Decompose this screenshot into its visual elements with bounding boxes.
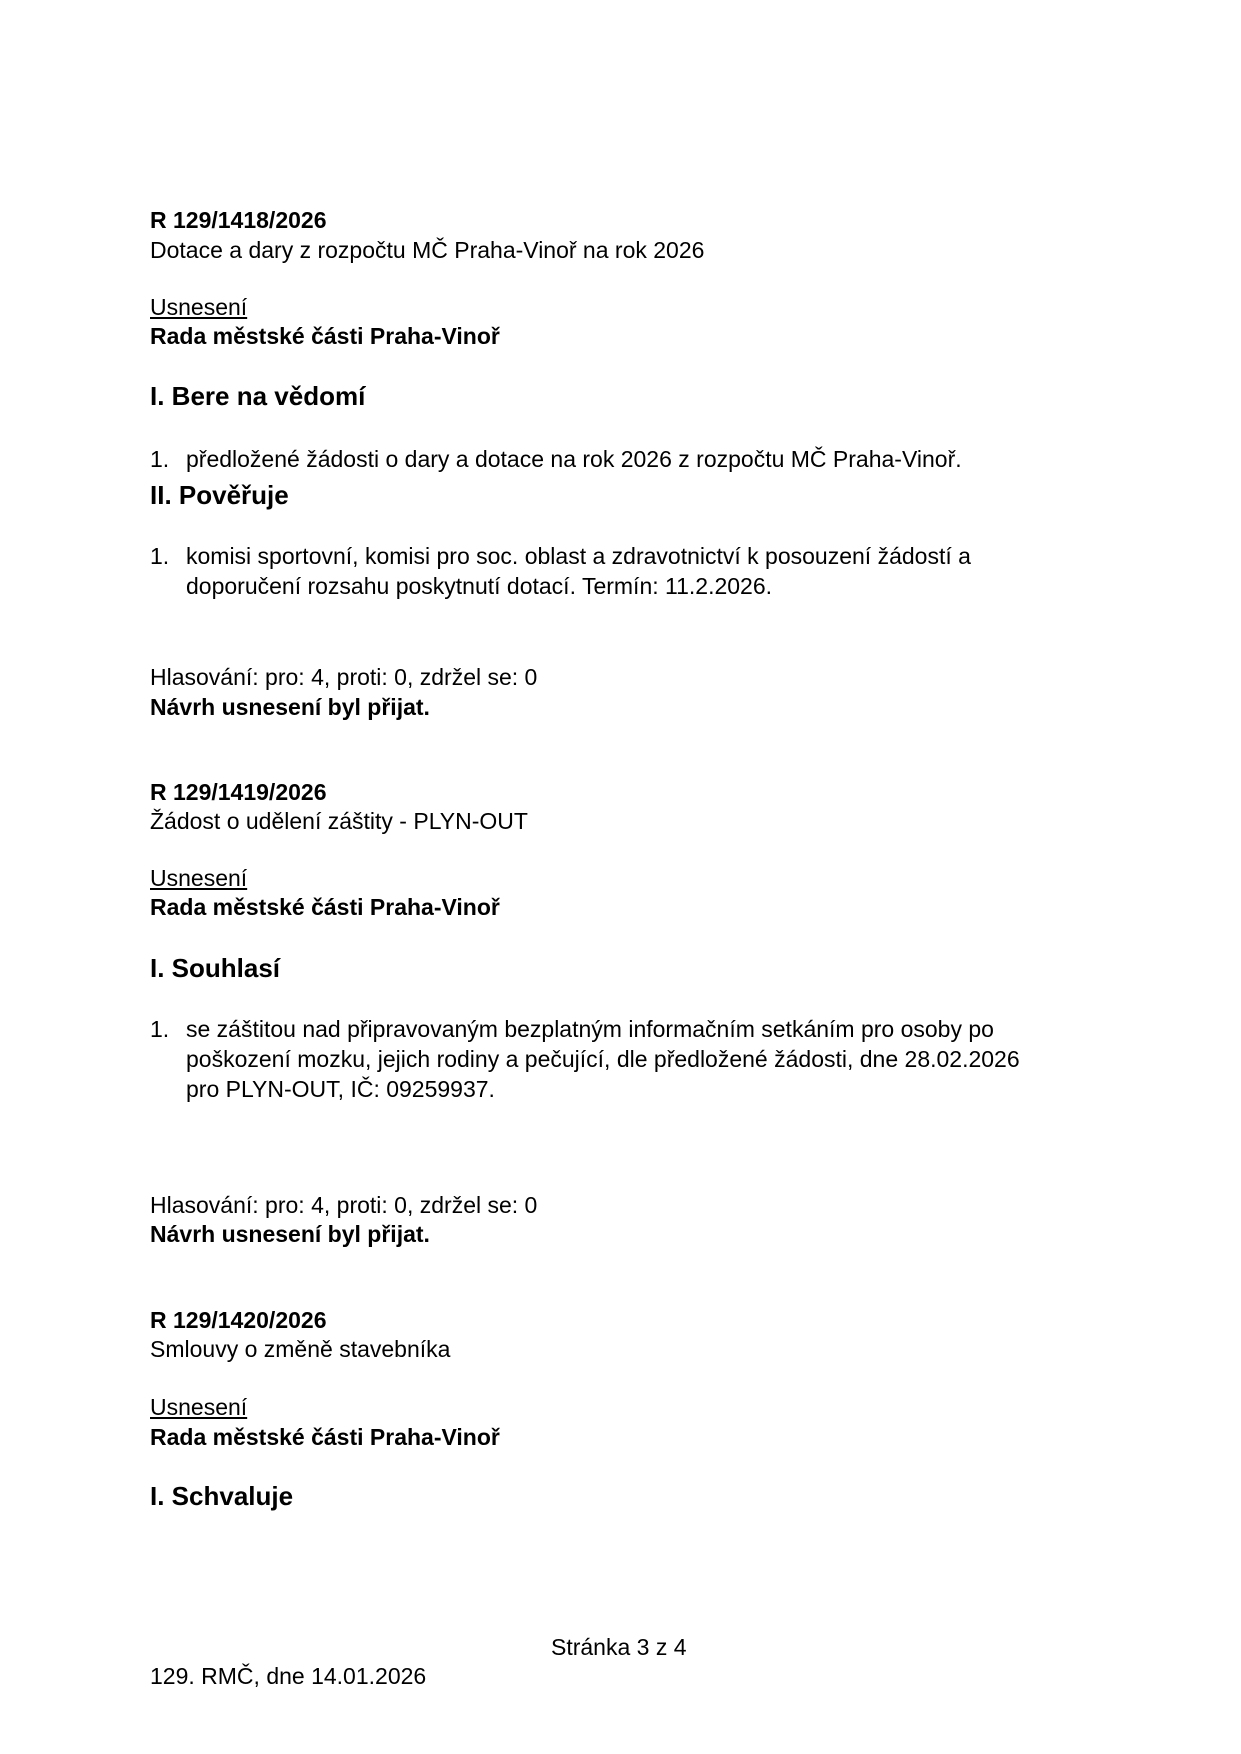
page-number: Stránka 3 z 4 bbox=[551, 1634, 687, 1660]
council-name: Rada městské části Praha-Vinoř bbox=[150, 1424, 500, 1450]
council-name: Rada městské části Praha-Vinoř bbox=[150, 894, 500, 920]
item-text: komisi sportovní, komisi pro soc. oblast a zdravotnictví k posouzení žádostí a bbox=[186, 543, 971, 569]
item-number: 1. bbox=[150, 1016, 170, 1042]
item-text: doporučení rozsahu poskytnutí dotací. Termín: 11.2.2026. bbox=[186, 573, 773, 599]
item-text: se záštitou nad připravovaným bezplatným informačním setkáním pro osoby po bbox=[186, 1016, 994, 1042]
item-text: pro PLYN-OUT, IČ: 09259937. bbox=[186, 1076, 495, 1102]
part-heading: I. Souhlasí bbox=[150, 953, 281, 983]
part-heading: I. Bere na vědomí bbox=[150, 381, 366, 411]
item-text: předložené žádosti o dary a dotace na rok 2026 z rozpočtu MČ Praha-Vinoř. bbox=[186, 446, 962, 472]
resolution-title: Dotace a dary z rozpočtu MČ Praha-Vinoř na rok 2026 bbox=[150, 237, 705, 263]
resolution-code: R 129/1418/2026 bbox=[150, 207, 327, 233]
council-name: Rada městské části Praha-Vinoř bbox=[150, 323, 500, 349]
vote-result: Hlasování: pro: 4, proti: 0, zdržel se: 0 bbox=[150, 664, 538, 690]
resolution-outcome: Návrh usnesení byl přijat. bbox=[150, 694, 430, 720]
vote-result: Hlasování: pro: 4, proti: 0, zdržel se: 0 bbox=[150, 1192, 538, 1218]
item-number: 1. bbox=[150, 446, 170, 472]
part-heading: II. Pověřuje bbox=[150, 480, 289, 510]
resolution-code: R 129/1419/2026 bbox=[150, 779, 327, 805]
usneseni-label: Usnesení bbox=[150, 865, 248, 891]
item-number: 1. bbox=[150, 543, 170, 569]
resolution-outcome: Návrh usnesení byl přijat. bbox=[150, 1221, 430, 1247]
item-text: poškození mozku, jejich rodiny a pečující, dle předložené žádosti, dne 28.02.2026 bbox=[186, 1046, 1020, 1072]
resolution-title: Smlouvy o změně stavebníka bbox=[150, 1336, 451, 1362]
resolution-code: R 129/1420/2026 bbox=[150, 1307, 327, 1333]
meeting-date: 129. RMČ, dne 14.01.2026 bbox=[150, 1663, 427, 1689]
usneseni-label: Usnesení bbox=[150, 1394, 248, 1420]
part-heading: I. Schvaluje bbox=[150, 1481, 294, 1511]
usneseni-label: Usnesení bbox=[150, 294, 248, 320]
resolution-title: Žádost o udělení záštity - PLYN-OUT bbox=[150, 808, 528, 834]
